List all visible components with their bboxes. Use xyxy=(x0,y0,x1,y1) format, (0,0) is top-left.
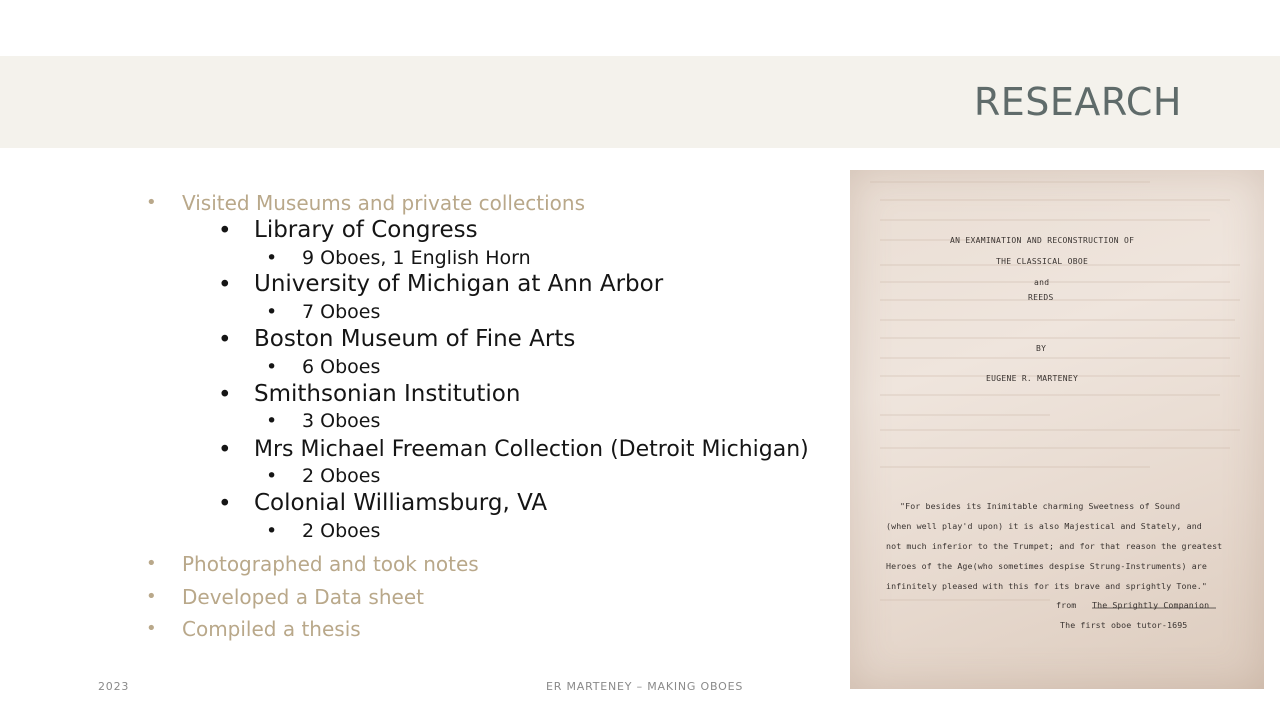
quote-source-note: The first oboe tutor-1695 xyxy=(1060,620,1188,630)
collection-item xyxy=(218,381,521,408)
collection-item xyxy=(218,326,576,353)
collection-detail xyxy=(266,356,381,378)
collection-detail-text: 2 Oboes xyxy=(302,520,381,542)
bullet-glyph: • xyxy=(218,437,232,463)
bullet-glyph: • xyxy=(218,382,232,408)
doc-author: EUGENE R. MARTENEY xyxy=(986,374,1079,383)
quote-line: (when well play'd upon) it is also Majestical and Stately, and xyxy=(886,521,1202,531)
bullet-text: Compiled a thesis xyxy=(182,617,361,641)
bullet-glyph: • xyxy=(266,520,278,542)
bullet-glyph: • xyxy=(146,553,157,574)
bullet-glyph: • xyxy=(266,410,278,432)
bullet-glyph: • xyxy=(218,491,232,517)
bullet-glyph: • xyxy=(218,218,232,244)
bullet-item-level1 xyxy=(146,585,424,609)
quote-line: "For besides its Inimitable charming Sweetness of Sound xyxy=(900,501,1181,511)
collection-detail-text: 6 Oboes xyxy=(302,356,381,378)
collection-item xyxy=(218,490,548,517)
bullet-glyph: • xyxy=(146,618,157,639)
quote-line: not much inferior to the Trumpet; and for that reason the greatest xyxy=(886,541,1223,551)
footer-year: 2023 xyxy=(98,680,130,693)
doc-title-line: THE CLASSICAL OBOE xyxy=(996,257,1089,266)
slide-title: RESEARCH xyxy=(973,80,1182,124)
bullet-glyph: • xyxy=(266,356,278,378)
quote-line: Heroes of the Age(who sometimes despise Strung-Instruments) are xyxy=(886,561,1207,571)
doc-title-line: and xyxy=(1034,278,1050,287)
bullet-text: Visited Museums and private collections xyxy=(182,191,585,215)
bullet-glyph: • xyxy=(218,272,232,298)
collection-name: Mrs Michael Freeman Collection (Detroit Michigan) xyxy=(254,437,809,462)
bullet-glyph: • xyxy=(146,586,157,607)
collection-detail xyxy=(266,410,381,432)
collection-name: Boston Museum of Fine Arts xyxy=(254,326,576,352)
bullet-glyph: • xyxy=(266,465,278,487)
collection-detail-text: 2 Oboes xyxy=(302,465,381,487)
bullet-glyph: • xyxy=(146,192,157,213)
collection-detail xyxy=(266,247,531,269)
bullet-text: Photographed and took notes xyxy=(182,552,479,576)
doc-title-line: AN EXAMINATION AND RECONSTRUCTION OF xyxy=(950,236,1135,245)
bullet-item-level1 xyxy=(146,552,479,576)
doc-title-line: BY xyxy=(1036,344,1047,353)
collection-detail xyxy=(266,465,381,487)
bullet-glyph: • xyxy=(266,247,278,269)
bullet-item-level1 xyxy=(146,191,585,215)
paper-texture xyxy=(850,170,1264,689)
doc-title-line: REEDS xyxy=(1028,293,1054,302)
collection-detail xyxy=(266,301,381,323)
bullet-glyph: • xyxy=(218,327,232,353)
collection-detail-text: 7 Oboes xyxy=(302,301,381,323)
quote-source-from: from xyxy=(1056,600,1077,610)
quote-line: infinitely pleased with this for its brave and sprightly Tone." xyxy=(886,581,1207,591)
bullet-glyph: • xyxy=(266,301,278,323)
collection-item xyxy=(218,271,664,298)
thesis-title-page-photo xyxy=(850,170,1264,689)
collection-detail-text: 9 Oboes, 1 English Horn xyxy=(302,247,531,269)
collection-name: Smithsonian Institution xyxy=(254,381,521,407)
footer-center-text: ER MARTENEY – MAKING OBOES xyxy=(546,680,744,693)
quote-source-title: The Sprightly Companion xyxy=(1092,600,1210,610)
collection-item xyxy=(218,436,809,463)
collection-name: Library of Congress xyxy=(254,217,478,243)
bullet-text: Developed a Data sheet xyxy=(182,585,424,609)
collection-detail-text: 3 Oboes xyxy=(302,410,381,432)
collection-name: Colonial Williamsburg, VA xyxy=(254,490,548,516)
collection-item xyxy=(218,217,478,244)
collection-detail xyxy=(266,520,381,542)
bullet-item-level1 xyxy=(146,617,361,641)
collection-name: University of Michigan at Ann Arbor xyxy=(254,271,664,297)
